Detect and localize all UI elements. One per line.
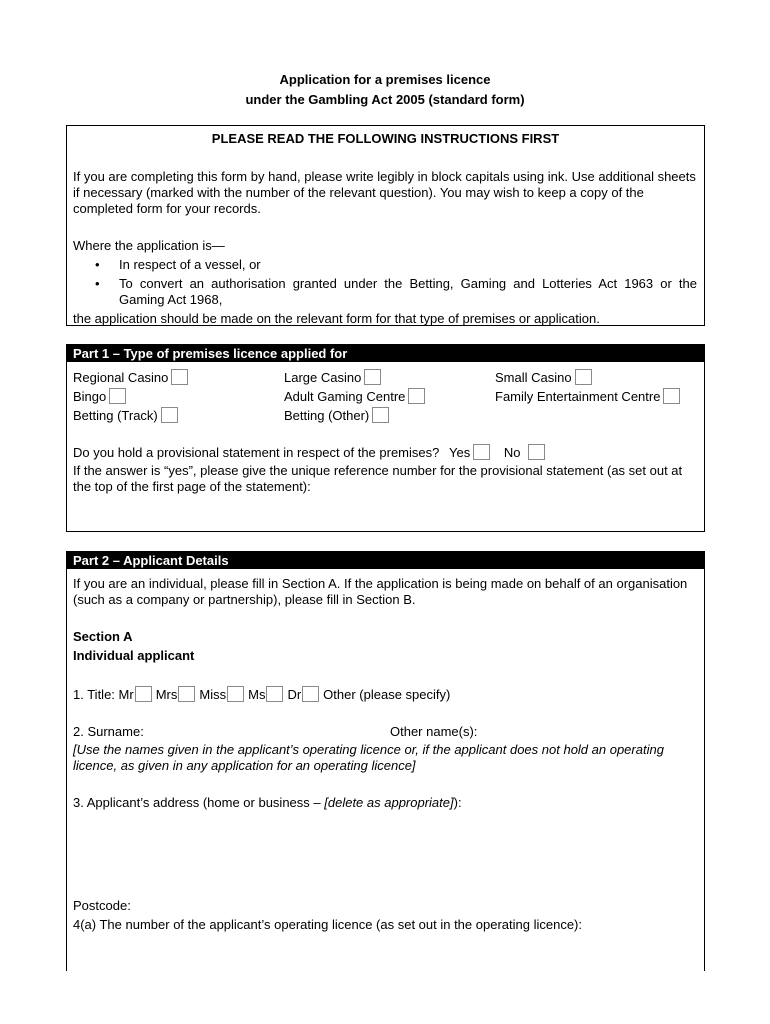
part2-intro: If you are an individual, please fill in Section A. If the application is being made on behalf of an organisation (such as a company or partnership), please fill in Section B. [73, 576, 688, 607]
surname-field-label: 2. Surname: [73, 724, 144, 739]
title-row: 1. Title: Mr Mrs Miss Ms Dr Other (please specify) [73, 687, 451, 702]
option-betting-track[interactable]: Betting (Track) [73, 407, 178, 424]
part1-section [66, 344, 705, 532]
option-regional-casino[interactable]: Regional Casino [73, 369, 188, 386]
large-casino-checkbox[interactable] [364, 369, 381, 385]
bullet-icon: • [95, 257, 100, 272]
bingo-checkbox[interactable] [109, 388, 126, 404]
bullet-icon: • [95, 276, 100, 291]
title-ms-checkbox[interactable] [266, 686, 283, 702]
instructions-bullet-1: In respect of a vessel, or [119, 257, 261, 272]
option-adult-gaming-centre[interactable]: Adult Gaming Centre [284, 388, 425, 405]
option-small-casino[interactable]: Small Casino [495, 369, 592, 386]
postcode-label: Postcode: [73, 898, 131, 913]
operating-licence-number-label: 4(a) The number of the applicant’s operating licence (as set out in the operating licence): [73, 917, 582, 932]
provisional-no-checkbox[interactable] [528, 444, 545, 460]
other-names-field-label: Other name(s): [390, 724, 478, 739]
instructions-closing: the application should be made on the relevant form for that type of premises or application. [73, 311, 600, 326]
small-casino-checkbox[interactable] [575, 369, 592, 385]
option-bingo[interactable]: Bingo [73, 388, 126, 405]
provisional-reference-field[interactable] [73, 497, 699, 527]
betting-other-checkbox[interactable] [372, 407, 389, 423]
address-label: 3. Applicant’s address (home or business – [delete as appropriate]): [73, 795, 462, 810]
form-title-line1: Application for a premises licence [279, 72, 491, 87]
instructions-bullet-2: To convert an authorisation granted under the Betting, Gaming and Lotteries Act 1963 or the Gaming Act 1968, [119, 276, 697, 307]
title-mr-checkbox[interactable] [135, 686, 152, 702]
part2-section [66, 551, 705, 971]
provisional-question: Do you hold a provisional statement in respect of the premises? [73, 445, 440, 460]
form-title-line2: under the Gambling Act 2005 (standard form) [245, 92, 525, 107]
names-note: [Use the names given in the applicant’s operating licence or, if the applicant does not hold an operating licence, as given in any application for an operating licence] [73, 742, 664, 773]
part1-heading: Part 1 – Type of premises licence applied for [67, 345, 704, 362]
option-large-casino[interactable]: Large Casino [284, 369, 381, 386]
no-label: No [503, 445, 521, 460]
yes-label: Yes [449, 445, 471, 460]
instructions-box [66, 125, 705, 326]
option-family-entertainment-centre[interactable]: Family Entertainment Centre [495, 388, 680, 405]
title-label: 1. Title: [73, 687, 115, 702]
instructions-where-intro: Where the application is— [73, 238, 225, 253]
address-field[interactable] [73, 814, 699, 894]
title-miss-checkbox[interactable] [227, 686, 244, 702]
provisional-yes-checkbox[interactable] [473, 444, 490, 460]
provisional-statement-row [73, 444, 545, 461]
regional-casino-checkbox[interactable] [171, 369, 188, 385]
betting-track-checkbox[interactable] [161, 407, 178, 423]
title-mrs-checkbox[interactable] [178, 686, 195, 702]
title-dr-checkbox[interactable] [302, 686, 319, 702]
individual-applicant-heading: Individual applicant [73, 648, 195, 663]
family-entertainment-centre-checkbox[interactable] [663, 388, 680, 404]
instructions-paragraph: If you are completing this form by hand, please write legibly in block capitals using ink. Use additional sheets if necessary (marked with the number of the relevant question). You may wish to keep a copy of the completed form for your records. [73, 169, 696, 216]
section-a-heading: Section A [73, 629, 133, 644]
part2-heading: Part 2 – Applicant Details [67, 552, 704, 569]
option-betting-other[interactable]: Betting (Other) [284, 407, 389, 424]
instructions-heading: PLEASE READ THE FOLLOWING INSTRUCTIONS FIRST [211, 131, 560, 146]
provisional-reference-prompt: If the answer is “yes”, please give the unique reference number for the provisional statement (as set out at the top of the first page of the statement): [73, 463, 683, 494]
adult-gaming-centre-checkbox[interactable] [408, 388, 425, 404]
